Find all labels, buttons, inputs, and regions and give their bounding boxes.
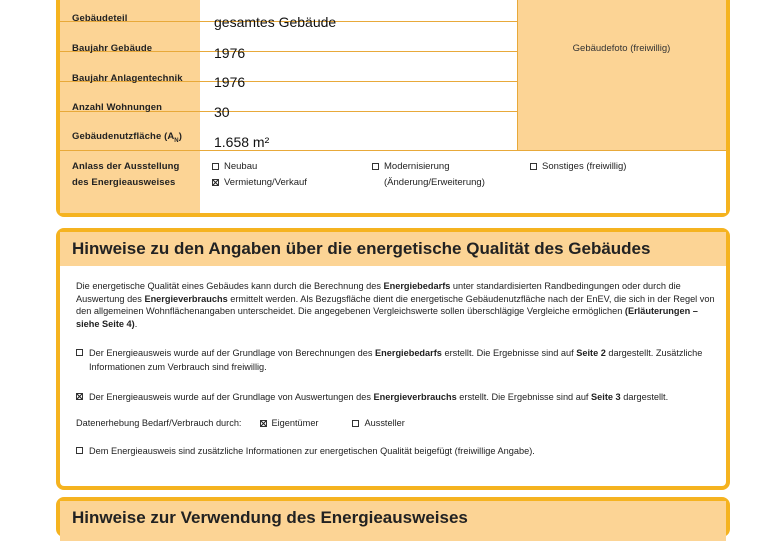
option-aussteller[interactable]	[352, 416, 404, 430]
label-gebaeudenutzflaeche	[72, 131, 182, 144]
option-verbrauch[interactable]	[76, 390, 726, 404]
option-verbrauch-text	[89, 390, 668, 404]
intro-bold: Energiebedarfs	[383, 281, 451, 291]
checkbox-zusatz[interactable]	[76, 447, 83, 454]
checkbox-modernisierung[interactable]	[372, 163, 379, 170]
label-anlass-line1: Anlass der Ausstellung	[72, 161, 180, 172]
intro-text: ermittelt werden. Als Bezugsfläche dient die energetische Gebäudenutzfläche nach der EnEV, die sich in der Regel von den allgemeinen Wohnflächenangaben unterscheidet. Die angegebenen Vergleichswerte sollen überschlägige Vergleiche ermöglichen	[76, 293, 715, 316]
photo-label: Gebäudefoto (freiwillig)	[572, 43, 671, 54]
intro-text: unter standardisierten Randbedingungen oder durch die Auswertung des	[76, 281, 681, 304]
checkbox-aussteller[interactable]	[352, 420, 359, 427]
option-neubau-label: Neubau	[224, 161, 258, 172]
text-bold: Seite 3	[591, 392, 621, 402]
label-anzahl-wohnungen: Anzahl Wohnungen	[72, 102, 163, 113]
text-part: erstellt. Die Ergebnisse sind auf	[441, 348, 577, 358]
next-section-heading-bar	[60, 501, 726, 541]
option-zusatz[interactable]	[76, 444, 726, 458]
building-data-table	[60, 0, 726, 213]
text-part: dargestellt. Zusätzliche Informationen zum Verbrauch sind freiwillig.	[89, 348, 703, 372]
label-anlass-line2: des Energieausweises	[72, 177, 176, 188]
option-zusatz-text: Dem Energieausweis sind zusätzliche Informationen zur energetischen Qualität beigefügt (freiwillige Angabe).	[89, 446, 535, 456]
value-gebaeudeteil[interactable]: gesamtes Gebäude	[214, 14, 337, 30]
value-anzahl-wohnungen[interactable]: 30	[214, 104, 230, 120]
intro-bold: (Erläuterungen – siehe Seite 4)	[76, 306, 698, 329]
value-baujahr-gebaeude[interactable]: 1976	[214, 45, 246, 61]
label-close: )	[178, 131, 182, 142]
option-sonstiges[interactable]	[530, 161, 626, 172]
checkbox-bedarf[interactable]	[76, 349, 83, 356]
intro-text: Die energetische Qualität eines Gebäudes kann durch die Berechnung des	[76, 281, 384, 291]
option-vermietung[interactable]	[212, 177, 307, 188]
checkbox-sonstiges[interactable]	[530, 163, 537, 170]
value-baujahr-anlagentechnik[interactable]: 1976	[214, 74, 246, 90]
value-gebaeudenutzflaeche[interactable]: 1.658 m²	[214, 134, 270, 150]
checkbox-vermietung[interactable]	[212, 179, 219, 186]
building-data-frame	[56, 0, 730, 217]
label-baujahr-anlagentechnik: Baujahr Anlagentechnik	[72, 73, 183, 84]
hinweise-intro	[76, 280, 716, 330]
next-section-heading: Hinweise zur Verwendung des Energieausweises	[72, 508, 468, 527]
photo-area[interactable]	[517, 0, 726, 150]
text-part: Der Energieausweis wurde auf der Grundlage von Berechnungen des	[89, 348, 376, 358]
label-subscript: N	[174, 137, 179, 144]
label-baujahr-gebaeude: Baujahr Gebäude	[72, 43, 153, 54]
intro-text: .	[134, 318, 138, 329]
option-modernisierung[interactable]	[372, 161, 449, 172]
text-part: erstellt. Die Ergebnisse sind auf	[456, 392, 592, 402]
text-part: dargestellt.	[620, 392, 669, 402]
option-vermietung-label: Vermietung/Verkauf	[224, 177, 307, 188]
checkbox-eigentuemer[interactable]	[260, 420, 267, 427]
hinweise-frame	[56, 228, 730, 490]
checkbox-verbrauch[interactable]	[76, 393, 83, 400]
text-bold: Energiebedarfs	[375, 348, 442, 358]
option-eigentuemer-label: Eigentümer	[271, 418, 319, 428]
option-aussteller-label: Aussteller	[364, 418, 405, 428]
intro-bold: Energieverbrauchs	[144, 293, 228, 304]
hinweise-heading: Hinweise zu den Angaben über die energetische Qualität des Gebäudes	[72, 239, 651, 258]
option-bedarf-text	[89, 346, 726, 374]
checkbox-neubau[interactable]	[212, 163, 219, 170]
text-bold: Seite 2	[576, 348, 606, 358]
datenerhebung-row	[76, 416, 726, 430]
next-section-frame	[56, 497, 730, 537]
label-gebaeudeteil: Gebäudeteil	[72, 13, 128, 24]
label-text: Gebäudenutzfläche (A	[72, 131, 175, 142]
text-part: Der Energieausweis wurde auf der Grundlage von Auswertungen des	[89, 392, 374, 402]
option-bedarf[interactable]	[76, 346, 726, 374]
option-neubau[interactable]	[212, 161, 257, 172]
option-sonstiges-label: Sonstiges (freiwillig)	[542, 161, 627, 172]
option-modernisierung-label: Modernisierung	[384, 161, 450, 172]
option-modernisierung-detail: (Änderung/Erweiterung)	[384, 177, 485, 188]
hinweise-heading-bar	[60, 232, 726, 266]
text-bold: Energieverbrauchs	[373, 392, 457, 402]
row-divider	[60, 150, 726, 151]
datenerhebung-label: Datenerhebung Bedarf/Verbrauch durch:	[76, 418, 242, 428]
option-eigentuemer[interactable]	[260, 416, 319, 430]
